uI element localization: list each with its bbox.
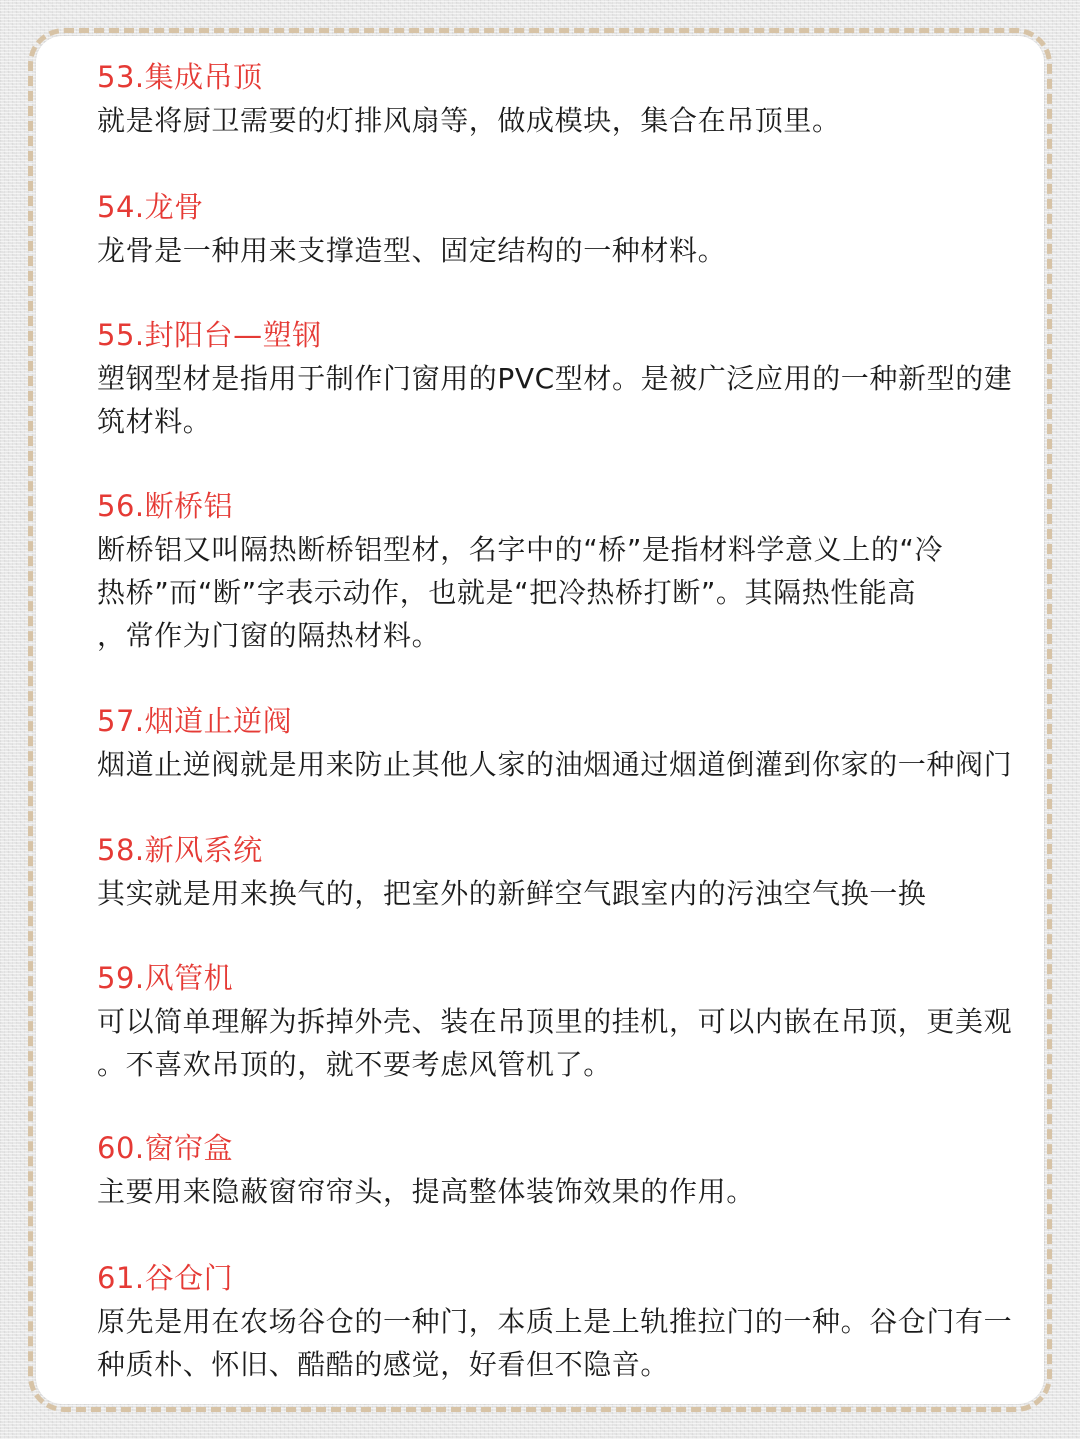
entry-title: 53.集成吊顶: [97, 60, 263, 94]
entry-57: [97, 702, 1017, 786]
entry-title: 54.龙骨: [97, 190, 204, 224]
entry-54: [97, 188, 1017, 272]
entry-description: [97, 99, 1017, 142]
entry-53: [97, 58, 1017, 142]
entry-title: 57.烟道止逆阀: [97, 704, 293, 738]
entry-description: [97, 872, 1017, 915]
entry-line: 就是将厨卫需要的灯排风扇等，做成模块，集合在吊顶里。: [97, 104, 841, 137]
entry-description: [97, 1000, 1017, 1086]
entry-description: [97, 357, 1017, 443]
entry-line: ，常作为门窗的隔热材料。: [97, 619, 441, 652]
entry-title: 61.谷仓门: [97, 1261, 234, 1295]
entry-line: 种质朴、怀旧、酷酷的感觉，好看但不隐音。: [97, 1348, 670, 1381]
entry-description: [97, 1170, 1017, 1213]
entry-line: 龙骨是一种用来支撑造型、固定结构的一种材料。: [97, 234, 727, 267]
entry-line: 原先是用在农场谷仓的一种门，本质上是上轨推拉门的一种。谷仓门有一: [97, 1305, 1013, 1338]
entry-59: [97, 959, 1017, 1086]
entry-title: 60.窗帘盒: [97, 1131, 234, 1165]
entry-title: 58.新风系统: [97, 833, 263, 867]
entry-58: [97, 831, 1017, 915]
entry-description: [97, 229, 1017, 272]
entry-title: 56.断桥铝: [97, 489, 234, 523]
entry-56: [97, 487, 1017, 657]
entry-line: 筑材料。: [97, 405, 212, 438]
entry-description: [97, 528, 1017, 657]
entry-60: [97, 1129, 1017, 1213]
entry-61: [97, 1259, 1017, 1386]
entry-line: 。不喜欢吊顶的，就不要考虑风管机了。: [97, 1048, 612, 1081]
entry-title: 55.封阳台—塑钢: [97, 318, 322, 352]
entry-description: [97, 743, 1017, 786]
entry-line: 可以简单理解为拆掉外壳、装在吊顶里的挂机，可以内嵌在吊顶，更美观: [97, 1005, 1013, 1038]
entry-title: 59.风管机: [97, 961, 234, 995]
entry-55: [97, 316, 1017, 443]
entry-description: [97, 1300, 1017, 1386]
entry-line: 其实就是用来换气的，把室外的新鲜空气跟室内的污浊空气换一换: [97, 877, 927, 910]
entry-line: 塑钢型材是指用于制作门窗用的PVC型材。是被广泛应用的一种新型的建: [97, 362, 1013, 395]
entry-line: 断桥铝又叫隔热断桥铝型材，名字中的“桥”是指材料学意义上的“冷: [97, 533, 944, 566]
entry-line: 热桥”而“断”字表示动作，也就是“把冷热桥打断”。其隔热性能高: [97, 576, 917, 609]
entry-line: 烟道止逆阀就是用来防止其他人家的油烟通过烟道倒灌到你家的一种阀门: [97, 748, 1013, 781]
entry-line: 主要用来隐蔽窗帘帘头，提高整体装饰效果的作用。: [97, 1175, 755, 1208]
